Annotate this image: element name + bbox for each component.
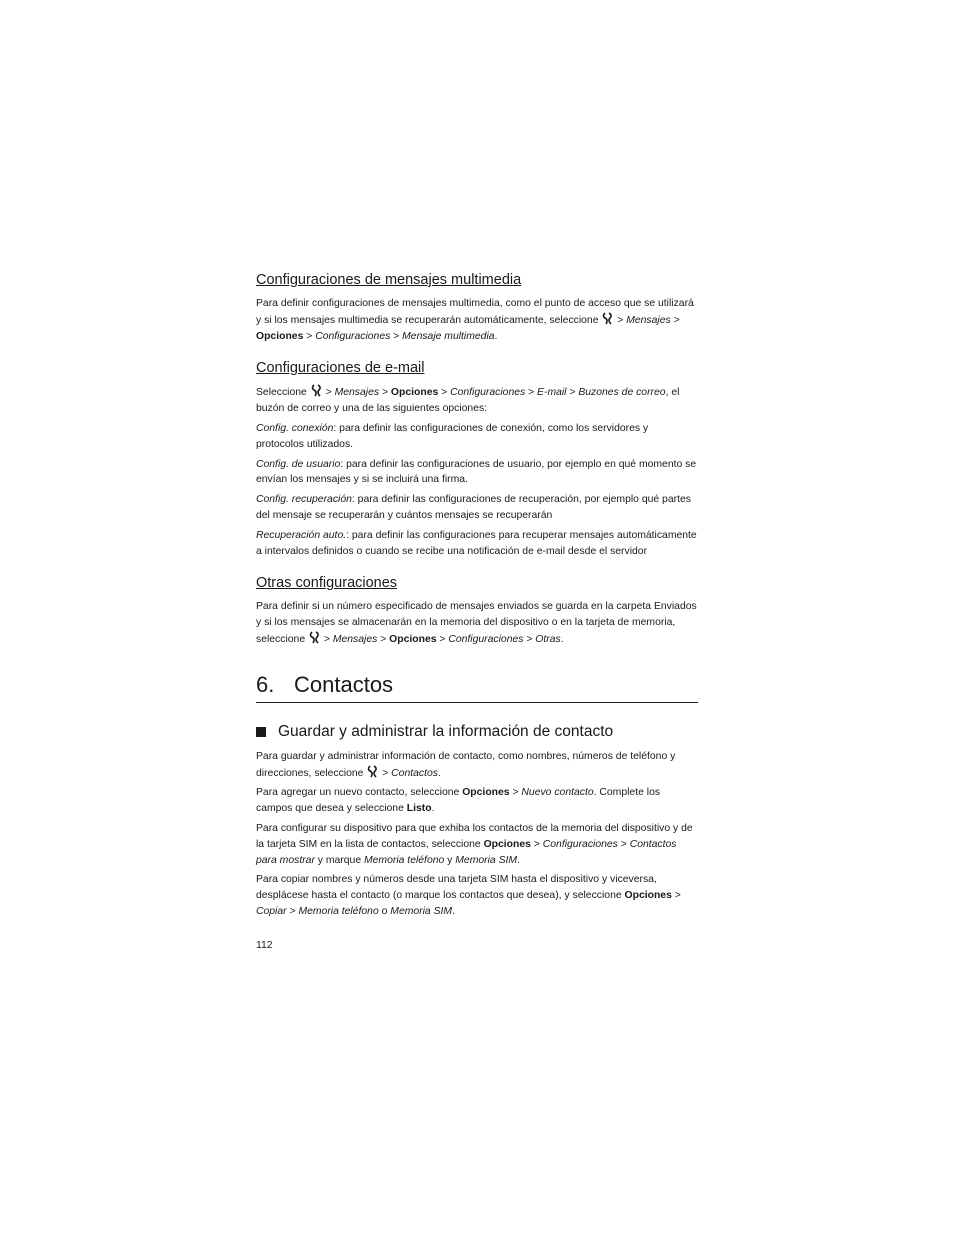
subsection-title: Guardar y administrar la información de contacto xyxy=(278,722,614,740)
option-description: : para definir las configuraciones de conexión, como los servidores y protocolos utilizados. xyxy=(256,422,649,450)
section-heading: Configuraciones de mensajes multimedia xyxy=(256,272,522,288)
paragraph xyxy=(256,384,698,417)
menu-path-item: Configuraciones xyxy=(315,330,391,342)
text: > xyxy=(566,387,579,399)
text: Para configurar su dispositivo para que exhiba los contactos de la memoria del dispositivo y de la tarjeta SIM en la lista de contactos, seleccione xyxy=(256,822,693,850)
chapter-title xyxy=(256,670,698,702)
option-description: : para definir las configuraciones de recuperación, por ejemplo qué partes del mensaje se recuperarán y cuántos mensajes se recuperarán xyxy=(256,494,691,521)
chapter-number: 6. xyxy=(256,671,275,697)
paragraph xyxy=(256,872,698,919)
text: > xyxy=(530,838,543,850)
paragraph xyxy=(256,599,698,647)
softkey-label: Opciones xyxy=(483,838,531,850)
text: , el buzón de correo y una de las siguientes opciones: xyxy=(256,387,680,415)
menu-path-item: Otras xyxy=(535,633,561,645)
option-item xyxy=(256,492,698,524)
text: > xyxy=(286,905,299,917)
softkey-label: Opciones xyxy=(389,633,437,645)
option-term: Config. de usuario xyxy=(256,458,341,470)
menu-key-icon xyxy=(309,631,320,644)
menu-path-item: Buzones de correo xyxy=(578,387,666,399)
text: > xyxy=(614,314,627,326)
softkey-label: Listo xyxy=(406,803,432,815)
option-item xyxy=(256,457,698,489)
paragraph xyxy=(256,785,698,817)
menu-path-item: Contactos xyxy=(391,767,438,779)
text: > xyxy=(509,787,522,799)
menu-path-item: Memoria teléfono xyxy=(298,905,379,917)
section-heading: Otras configuraciones xyxy=(256,575,398,592)
text: > xyxy=(436,633,449,645)
chapter-name: Contactos xyxy=(294,671,394,697)
option-term: Recuperación auto. xyxy=(256,529,347,541)
paragraph xyxy=(256,821,698,868)
text: > xyxy=(523,633,536,645)
menu-path-item: Memoria SIM xyxy=(390,905,453,917)
section-mms-settings xyxy=(256,270,698,344)
menu-path-item: Configuraciones xyxy=(450,387,526,399)
option-description: : para definir las configuraciones de usuario, por ejemplo en qué momento se envían los mensajes y si se incluirá una firma. xyxy=(256,458,697,486)
document-page xyxy=(256,270,698,951)
text: > xyxy=(438,387,451,399)
text: y xyxy=(444,854,456,866)
menu-key-icon xyxy=(367,765,378,778)
text: . xyxy=(431,803,435,815)
text: . xyxy=(517,854,520,866)
menu-path-item: Mensajes xyxy=(334,387,380,399)
menu-path-item: Mensajes xyxy=(332,633,378,645)
text: > xyxy=(322,387,335,399)
menu-path-item: Copiar xyxy=(256,905,287,917)
text: > xyxy=(525,387,538,399)
menu-path-item: Mensaje multimedia xyxy=(402,330,495,342)
subsection-heading xyxy=(256,721,698,743)
softkey-label: Opciones xyxy=(462,787,510,799)
option-description: : para definir las configuraciones para recuperar mensajes automáticamente a intervalos definidos o cuando se recibe una notificación de e-mail desde el servidor xyxy=(256,529,697,557)
text: . xyxy=(494,330,498,342)
text: > xyxy=(671,890,681,902)
menu-path-item: Contactos para mostrar xyxy=(256,838,677,866)
section-email-settings xyxy=(256,358,698,559)
paragraph xyxy=(256,296,698,344)
section-other-settings xyxy=(256,573,698,647)
text: > xyxy=(390,330,403,342)
page-number: 112 xyxy=(256,939,273,951)
option-term: Config. recuperación xyxy=(256,494,352,506)
text: Para guardar y administrar información de contacto, como nombres, números de teléfono y direcciones, seleccione xyxy=(256,750,676,779)
option-term: Config. conexión xyxy=(256,422,334,434)
menu-path-item: Configuraciones xyxy=(542,838,618,850)
text: y marque xyxy=(314,854,364,866)
text: . Complete los campos que desea y seleccione xyxy=(256,787,661,815)
menu-path-item: Memoria SIM xyxy=(455,854,518,866)
text: Para agregar un nuevo contacto, seleccione xyxy=(256,787,463,799)
menu-path-item: Nuevo contacto xyxy=(521,787,594,799)
text: . xyxy=(437,767,441,779)
text: . xyxy=(560,633,564,645)
text: > xyxy=(303,330,316,342)
option-item xyxy=(256,421,698,453)
text: > xyxy=(670,314,680,326)
section-heading: Configuraciones de e-mail xyxy=(256,360,425,377)
text: > xyxy=(320,633,333,645)
text: Para definir si un número especificado de mensajes enviados se guarda en la carpeta Enviados y si los mensajes se almacenarán en la memoria del dispositivo o en la tarjeta de memoria, seleccione xyxy=(256,601,697,645)
text: . xyxy=(452,905,455,917)
softkey-label: Opciones xyxy=(624,890,672,902)
chapter-heading xyxy=(256,670,698,703)
menu-key-icon xyxy=(311,384,322,397)
text: Para definir configuraciones de mensajes multimedia, como el punto de acceso que se utilizará y si los mensajes multimedia se recuperarán automáticamente, seleccione xyxy=(256,298,694,326)
text: Para copiar nombres y números desde una tarjeta SIM hasta el dispositivo y viceversa, desplácese hasta el contacto (o marque los contactos que desea), y seleccione xyxy=(256,874,657,902)
menu-key-icon xyxy=(602,312,613,325)
paragraph xyxy=(256,749,698,782)
menu-path-item: Configuraciones xyxy=(448,633,524,645)
softkey-label: Opciones xyxy=(390,387,439,399)
text: > xyxy=(377,633,390,645)
square-bullet-icon xyxy=(256,727,266,737)
softkey-label: Opciones xyxy=(256,330,304,342)
text: > xyxy=(379,387,391,399)
text: Seleccione xyxy=(256,387,310,399)
text: > xyxy=(379,767,392,779)
text: > xyxy=(617,838,630,850)
menu-path-item: E-mail xyxy=(537,387,567,399)
text: o xyxy=(378,905,391,917)
option-item xyxy=(256,528,698,560)
menu-path-item: Mensajes xyxy=(626,314,671,326)
menu-path-item: Memoria teléfono xyxy=(364,854,445,866)
